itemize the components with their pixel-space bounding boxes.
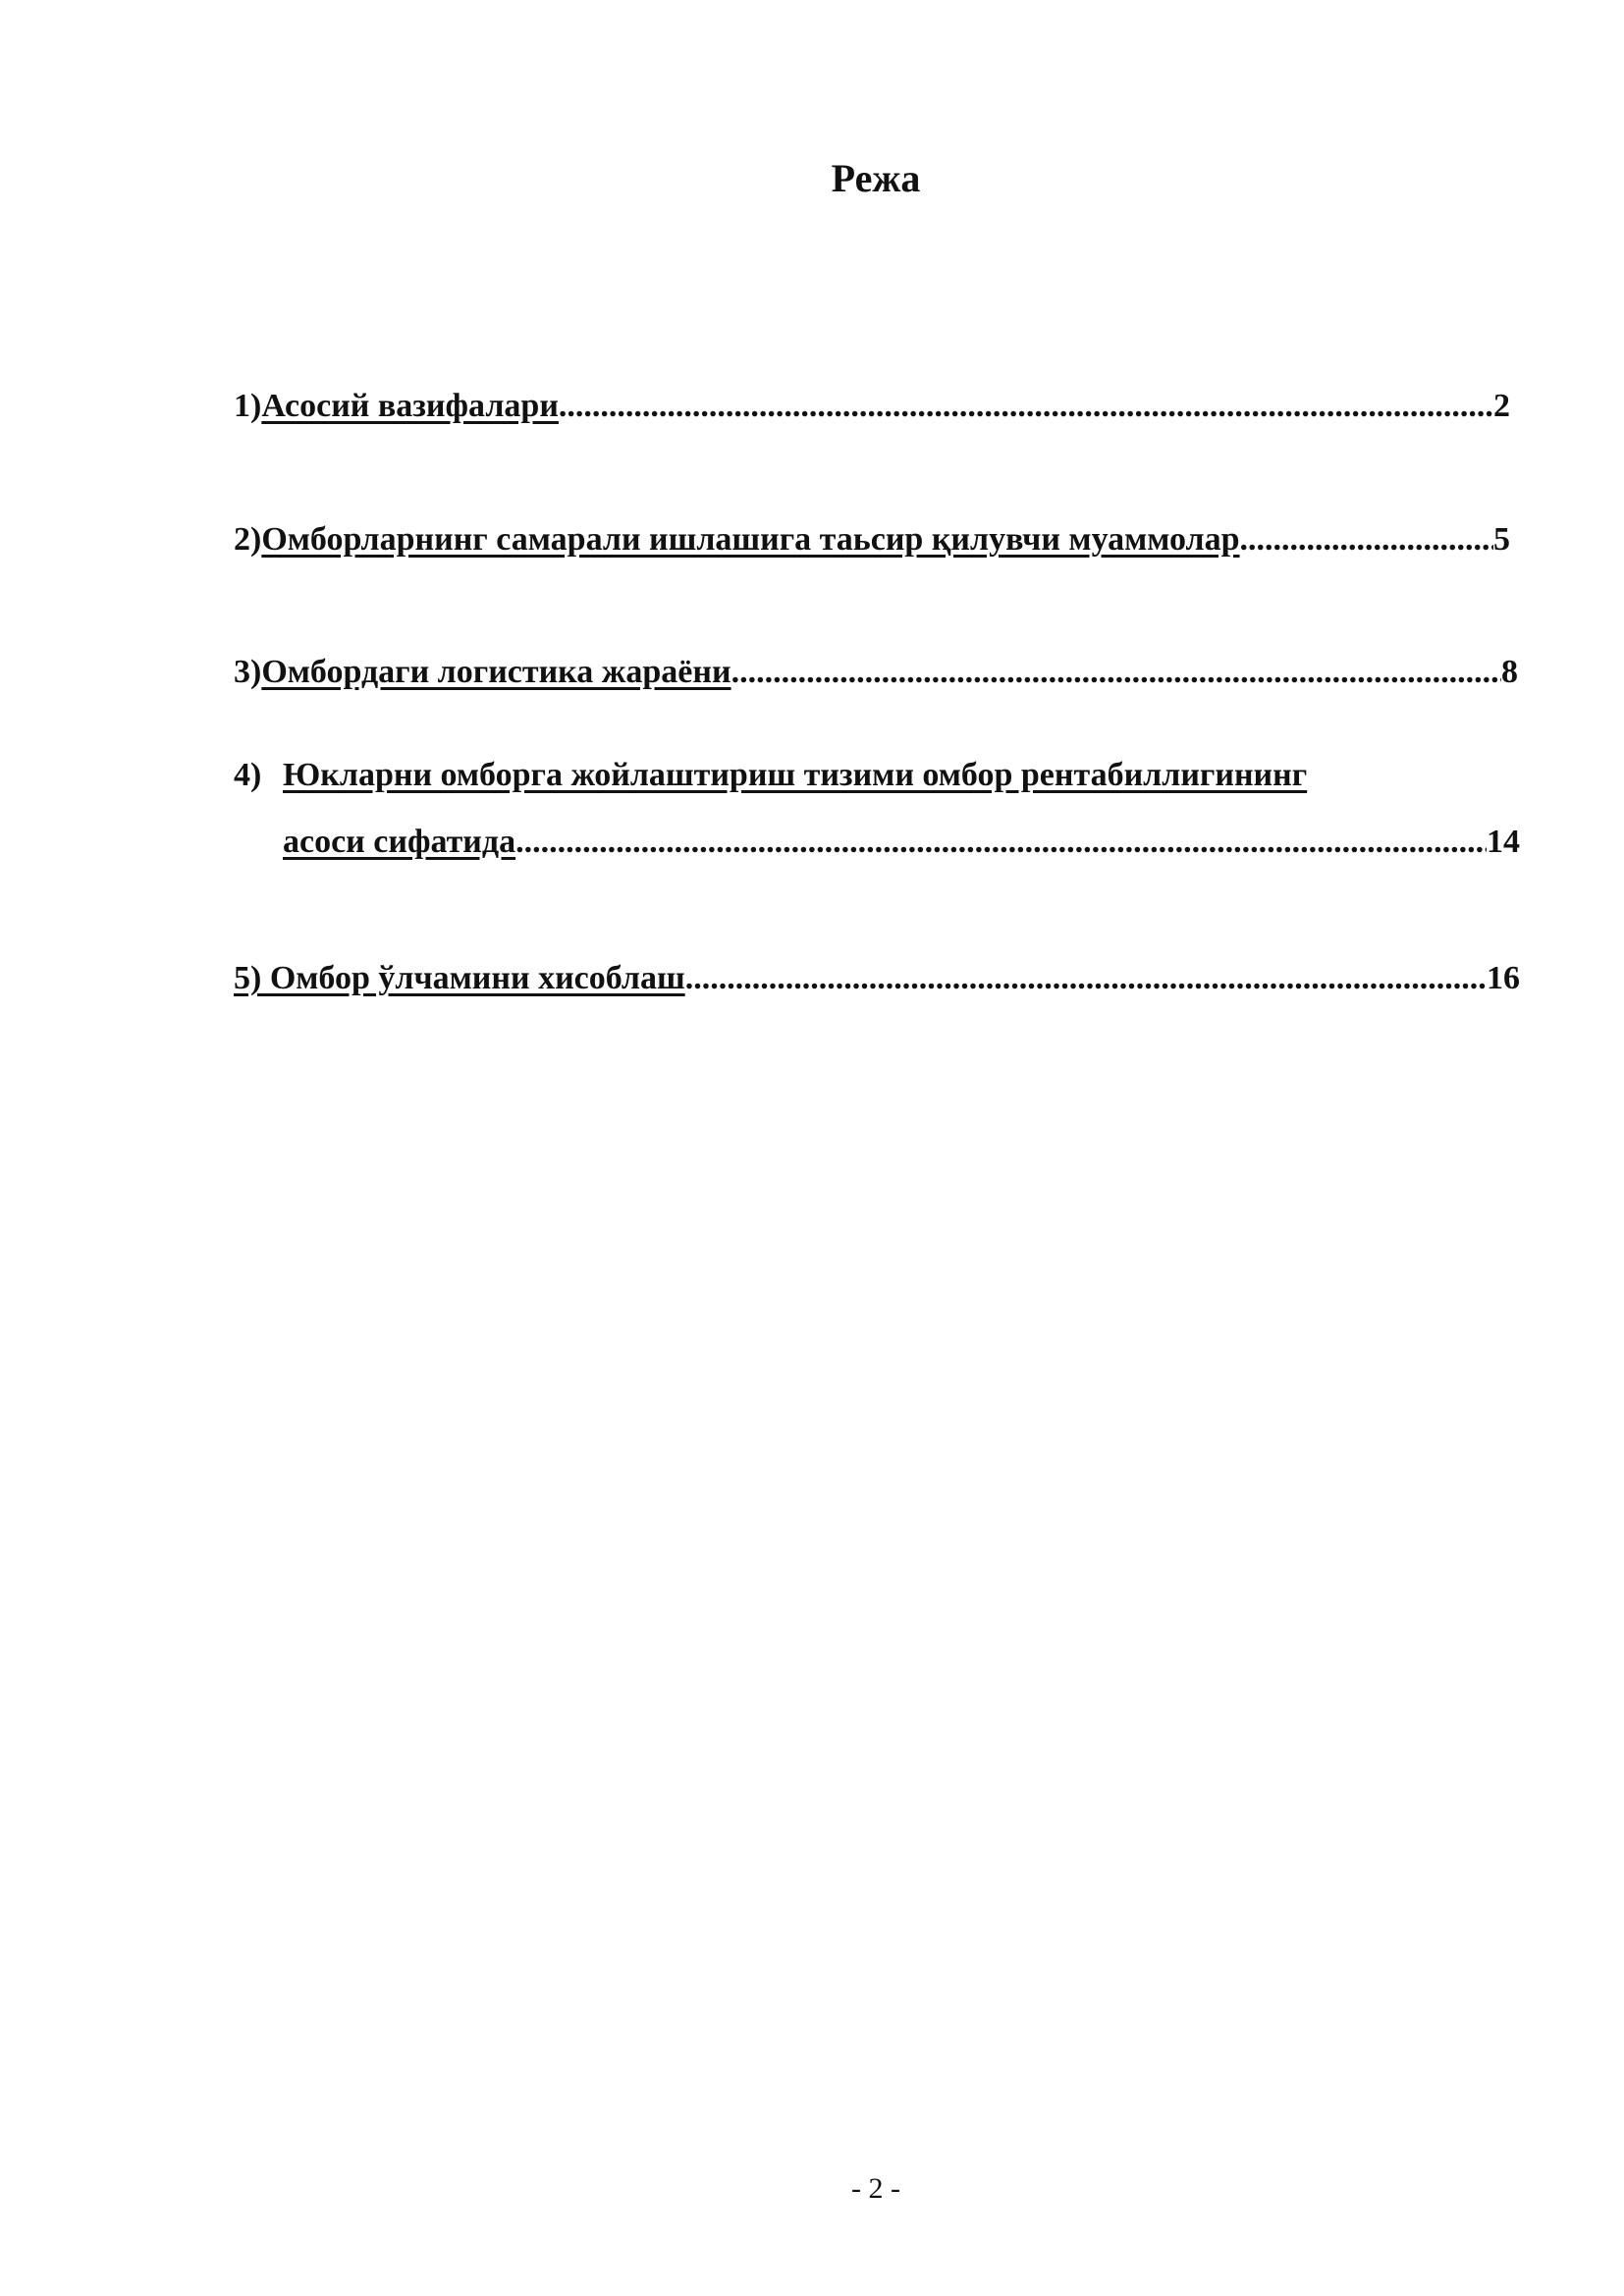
toc-page-ref: 8 [1501,654,1518,690]
dot-leader [731,653,1501,692]
page-title: Режа [831,156,921,200]
page-number: - 2 - [851,2172,900,2205]
toc-entry-number: 3) [234,654,262,690]
dot-leader [515,823,1487,862]
toc-entry-number: 2) [234,521,262,558]
toc-entry-link[interactable]: Омбордаги логистика жараёни [261,654,731,690]
toc-entry-link[interactable]: Омборларнинг самарали ишлашига таьсир қилувчи муаммолар [261,521,1240,558]
toc-entry-4[interactable] [234,756,1520,862]
toc-page-ref: 16 [1487,960,1520,996]
toc-page-ref: 5 [1493,521,1510,558]
toc-entry-1[interactable] [234,387,1510,426]
toc-entry-number: 1) [234,388,262,424]
dot-leader [1240,520,1493,560]
toc-page-ref: 2 [1493,388,1510,424]
toc-entry-link-line1[interactable]: Юкларни омборга жойлаштириш тизими омбор рентабиллигининг [283,757,1308,793]
toc-entry-link[interactable]: Асосий вазифалари [261,388,559,424]
dot-leader [685,959,1487,998]
toc-page-ref: 14 [1487,824,1520,860]
toc-entry-link[interactable]: 5) Омбор ўлчамини хисоблаш [234,960,685,996]
toc-entry-5[interactable] [234,959,1520,998]
toc-entry-3[interactable] [234,653,1518,692]
toc-entry-2[interactable] [234,520,1510,560]
toc-entry-link-line2[interactable]: асоси сифатида [283,824,516,860]
dot-leader [559,387,1493,426]
toc-entry-number: 4) [234,757,262,793]
